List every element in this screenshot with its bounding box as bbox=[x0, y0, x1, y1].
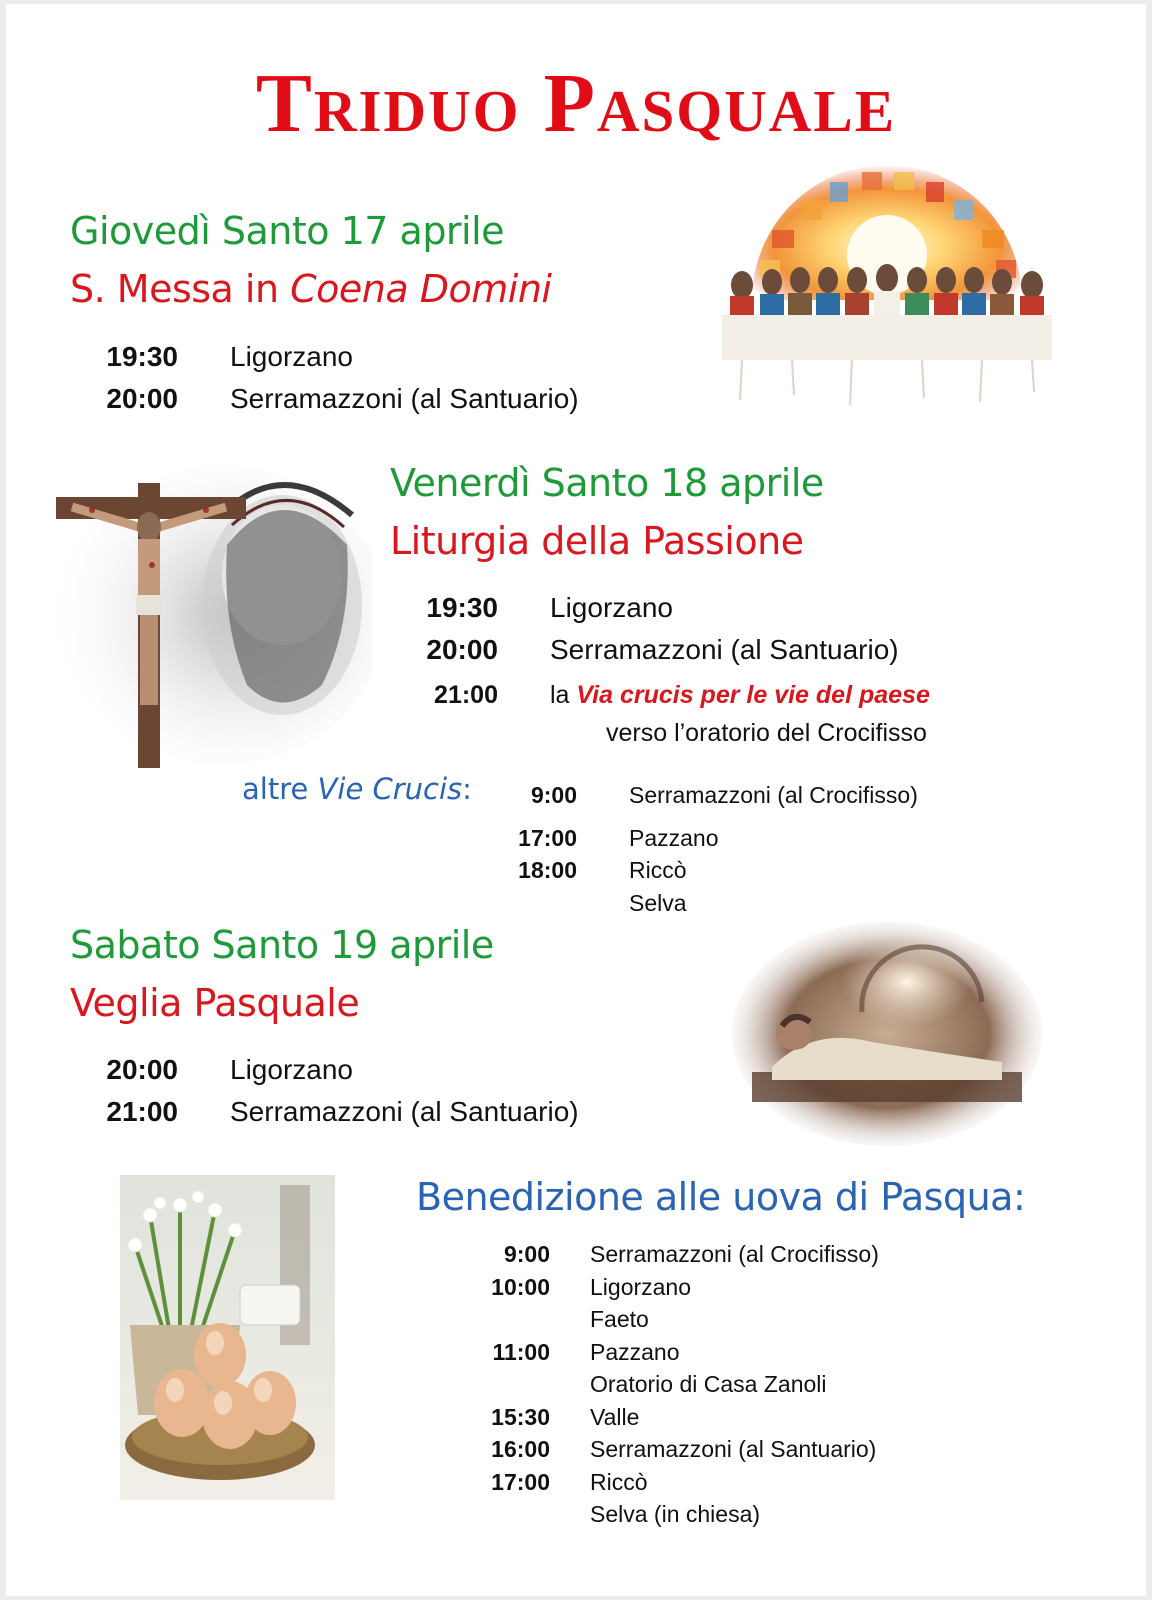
giovedi-schedule bbox=[90, 336, 690, 420]
schedule-place: Selva bbox=[629, 889, 687, 916]
sabato-schedule bbox=[90, 1049, 690, 1133]
tomb-image bbox=[732, 922, 1042, 1147]
venerdi-schedule bbox=[410, 587, 1050, 671]
giovedi-rite bbox=[70, 267, 552, 311]
venerdi-rite: Liturgia della Passione bbox=[390, 519, 804, 563]
schedule-time bbox=[470, 1498, 550, 1531]
crucifix-illustration bbox=[52, 455, 372, 770]
schedule-place: Serramazzoni (al Santuario) bbox=[550, 634, 899, 665]
schedule-place: Ligorzano bbox=[230, 1054, 353, 1085]
crucifix-image bbox=[52, 455, 372, 770]
page-title: Triduo Pasquale bbox=[255, 57, 897, 150]
altre-vie-crucis-schedule bbox=[505, 779, 989, 919]
schedule-time: 18:00 bbox=[518, 857, 577, 883]
last-supper-image bbox=[712, 160, 1062, 415]
altre-italic: Vie Crucis bbox=[317, 772, 463, 806]
via-crucis-time: 21:00 bbox=[434, 681, 498, 709]
schedule-place: Pazzano bbox=[590, 1338, 680, 1365]
schedule-place: Serramazzoni (al Santuario) bbox=[590, 1436, 877, 1462]
schedule-place: Serramazzoni (al Santuario) bbox=[230, 383, 579, 414]
schedule-place: Pazzano bbox=[629, 824, 719, 851]
schedule-time bbox=[470, 1368, 550, 1401]
giovedi-rite-italic: Coena Domini bbox=[290, 267, 552, 311]
schedule-time: 9:00 bbox=[530, 782, 577, 808]
altre-prefix: altre bbox=[242, 772, 318, 806]
schedule-time: 11:00 bbox=[492, 1338, 550, 1365]
schedule-time: 10:00 bbox=[491, 1273, 550, 1300]
schedule-time: 9:00 bbox=[503, 1241, 550, 1267]
altre-suffix: : bbox=[462, 772, 472, 806]
schedule-place: Ligorzano bbox=[590, 1273, 692, 1300]
via-crucis-text bbox=[550, 676, 1070, 714]
schedule-place: Faeto bbox=[590, 1306, 649, 1332]
via-crucis-row bbox=[410, 676, 1070, 752]
via-crucis-continuation: verso l’oratorio del Crocifisso bbox=[606, 719, 927, 747]
schedule-time: 19:30 bbox=[426, 592, 498, 623]
giovedi-day: Giovedì Santo 17 aprile bbox=[70, 209, 505, 253]
schedule-place: Serramazzoni (al Crocifisso) bbox=[629, 782, 918, 808]
schedule-time: 16:00 bbox=[491, 1436, 550, 1462]
last-supper-illustration bbox=[712, 160, 1062, 415]
giovedi-rite-prefix: S. Messa in bbox=[70, 267, 291, 311]
schedule-time: 15:30 bbox=[491, 1403, 550, 1430]
easter-eggs-image bbox=[120, 1175, 335, 1500]
schedule-place: Ligorzano bbox=[550, 592, 673, 623]
sabato-rite: Veglia Pasquale bbox=[70, 981, 360, 1025]
schedule-time: 20:00 bbox=[106, 1054, 178, 1085]
schedule-time: 19:30 bbox=[106, 341, 178, 372]
schedule-place: Ligorzano bbox=[230, 341, 353, 372]
schedule-time: 20:00 bbox=[106, 383, 178, 414]
schedule-place: Serramazzoni (al Santuario) bbox=[230, 1096, 579, 1127]
schedule-place: Riccò bbox=[590, 1468, 648, 1495]
easter-eggs-illustration bbox=[120, 1175, 335, 1500]
schedule-place: Selva (in chiesa) bbox=[590, 1501, 761, 1527]
via-crucis-prefix: la bbox=[550, 681, 577, 709]
schedule-place: Oratorio di Casa Zanoli bbox=[590, 1371, 827, 1397]
schedule-place: Serramazzoni (al Crocifisso) bbox=[590, 1241, 879, 1267]
schedule-place: Riccò bbox=[629, 857, 687, 883]
schedule-time: 21:00 bbox=[106, 1096, 178, 1127]
altre-vie-crucis-label bbox=[242, 772, 472, 806]
schedule-place: Valle bbox=[590, 1403, 640, 1430]
schedule-time bbox=[470, 1303, 550, 1336]
venerdi-day: Venerdì Santo 18 aprile bbox=[390, 461, 824, 505]
schedule-time: 17:00 bbox=[491, 1468, 550, 1495]
benedizione-schedule bbox=[470, 1238, 950, 1531]
schedule-time bbox=[505, 887, 577, 920]
tomb-illustration bbox=[732, 922, 1042, 1147]
schedule-time: 20:00 bbox=[426, 634, 498, 665]
sabato-day: Sabato Santo 19 aprile bbox=[70, 923, 494, 967]
benedizione-title: Benedizione alle uova di Pasqua: bbox=[416, 1175, 1026, 1219]
schedule-time: 17:00 bbox=[518, 824, 577, 851]
via-crucis-highlight: Via crucis per le vie del paese bbox=[576, 681, 930, 709]
